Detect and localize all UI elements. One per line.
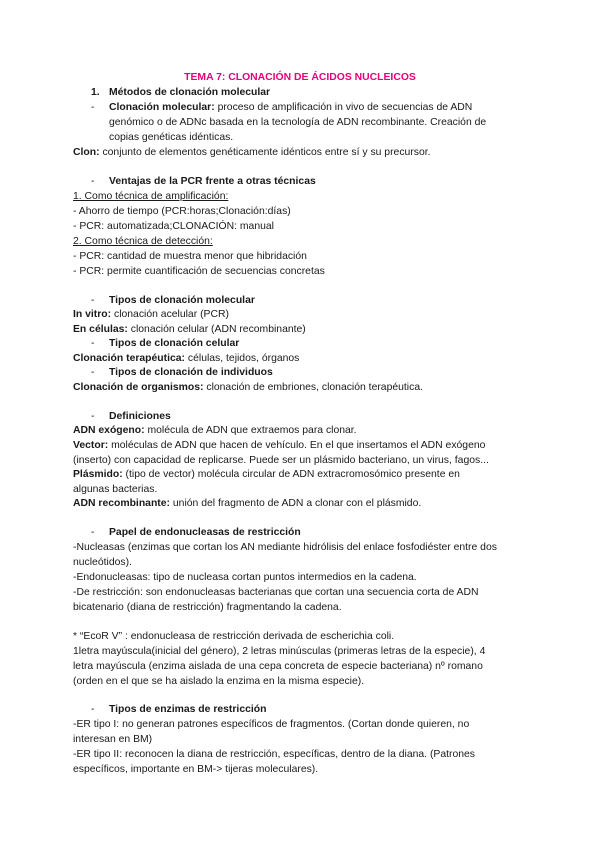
definition-line: Plásmido: (tipo de vector) molécula circular de ADN extracromosómico presente en: [73, 469, 460, 480]
text-line: letra mayúscula (enzima aislada de una cepa concreta de especie bacteriana) nº romano: [73, 661, 483, 672]
definition-line: algunas bacterias.: [73, 484, 158, 495]
list-item: - Ahorro de tiempo (PCR:horas;Clonación:días): [73, 206, 291, 217]
subheading: 1. Como técnica de amplificación:: [73, 191, 229, 202]
page-title: TEMA 7: CLONACIÓN DE ÁCIDOS NUCLEICOS: [184, 72, 416, 83]
list-item: - PCR: permite cuantificación de secuencias concretas: [73, 266, 325, 277]
definition-line: Clonación de organismos: clonación de embriones, clonación terapéutica.: [73, 382, 423, 393]
list-item: - PCR: automatizada;CLONACIÓN: manual: [73, 221, 274, 232]
text-line: específicos, importante en BM-> tijeras moleculares).: [73, 764, 319, 775]
text-line: bicatenario (diana de restricción) fragmentando la cadena.: [73, 602, 342, 613]
section-heading: - Tipos de clonación molecular: [91, 295, 255, 306]
definition-line: Clonación terapéutica: células, tejidos, órganos: [73, 353, 300, 364]
definition-line: - Clonación molecular: proceso de amplificación in vivo de secuencias de ADN: [91, 102, 473, 113]
text-line: 1letra mayúscula(inicial del género), 2 letras minúsculas (primeras letras de la especie), 4: [73, 646, 486, 657]
definition-line: genómico o de ADNc basada en la tecnología de ADN recombinante. Creación de: [109, 117, 487, 128]
text-line: -ER tipo I: no generan patrones específicos de fragmentos. (Cortan donde quieren, no: [73, 719, 470, 730]
section-heading: - Papel de endonucleasas de restricción: [91, 527, 301, 538]
text-line: * “EcoR V” : endonucleasa de restricción derivada de escherichia coli.: [73, 631, 395, 642]
definition-line: En células: clonación celular (ADN recombinante): [73, 324, 306, 335]
section-heading: - Definiciones: [91, 411, 171, 422]
section-heading: 1. Métodos de clonación molecular: [91, 87, 271, 98]
text-line: -Nucleasas (enzimas que cortan los AN mediante hidrólisis del enlace fosfodiéster entre dos: [73, 542, 497, 553]
text-line: -ER tipo II: reconocen la diana de restricción, específicas, dentro de la diana. (Patrones: [73, 749, 475, 760]
subheading: 2. Como técnica de detección:: [73, 236, 213, 247]
text-line: -De restricción: son endonucleasas bacterianas que cortan una secuencia corta de ADN: [73, 587, 479, 598]
text-line: (orden en el que se ha aislado la enzima en la misma especie).: [73, 676, 365, 687]
definition-line: Clon: conjunto de elementos genéticamente idénticos entre sí y su precursor.: [73, 147, 431, 158]
section-heading: - Tipos de clonación celular: [91, 338, 240, 349]
section-heading: - Tipos de enzimas de restricción: [91, 704, 267, 715]
section-heading: - Tipos de clonación de individuos: [91, 367, 273, 378]
definition-line: (inserto) con capacidad de replicarse. Puede ser un plásmido bacteriano, un virus, fagos...: [73, 455, 489, 466]
definition-line: copias genéticas idénticas.: [109, 132, 234, 143]
definition-line: In vitro: clonación acelular (PCR): [73, 309, 229, 320]
section-heading: - Ventajas de la PCR frente a otras técnicas: [91, 176, 316, 187]
text-line: -Endonucleasas: tipo de nucleasa cortan puntos intermedios en la cadena.: [73, 572, 417, 583]
definition-line: Vector: moléculas de ADN que hacen de vehículo. En el que insertamos el ADN exógeno: [73, 440, 486, 451]
list-item: - PCR: cantidad de muestra menor que hibridación: [73, 251, 307, 262]
text-line: interesan en BM): [73, 734, 153, 745]
definition-line: ADN recombinante: unión del fragmento de ADN a clonar con el plásmido.: [73, 498, 422, 509]
text-line: nucleótidos).: [73, 557, 132, 568]
definition-line: ADN exógeno: molécula de ADN que extraemos para clonar.: [73, 425, 357, 436]
